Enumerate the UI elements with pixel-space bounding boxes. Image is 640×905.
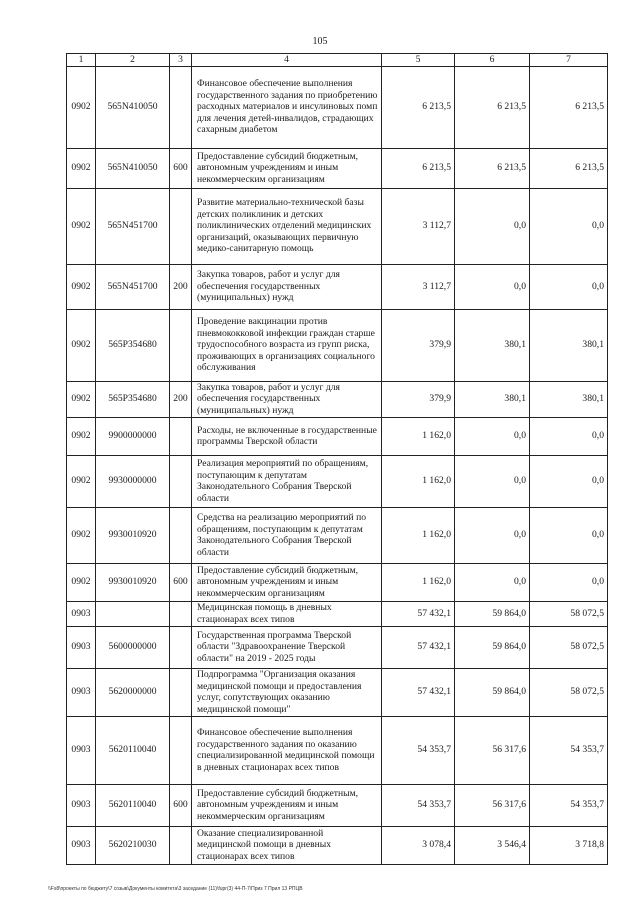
amount-col7: 6 213,5: [530, 148, 608, 188]
amount-col6: 0,0: [455, 507, 530, 563]
row-description: Развитие материально-технической базы детских поликлиник и детских поликлинических отделений медицинских организаций, оказывающих первичную медико-санитарную помощь: [192, 188, 382, 264]
table-row: [67, 417, 608, 455]
amount-col7: 58 072,5: [530, 601, 608, 626]
amount-col7: 0,0: [530, 507, 608, 563]
table-row: [67, 148, 608, 188]
amount-col7: 380,1: [530, 309, 608, 381]
section-code: 0902: [67, 417, 96, 455]
header-cell: 7: [530, 54, 608, 67]
table-row: [67, 455, 608, 507]
table-row: [67, 309, 608, 381]
header-cell: 3: [170, 54, 192, 67]
amount-col6: 0,0: [455, 264, 530, 309]
table-row: [67, 601, 608, 626]
row-description: Закупка товаров, работ и услуг для обеспечения государственных (муниципальных) нужд: [192, 264, 382, 309]
table-row: [67, 826, 608, 864]
amount-col6: 0,0: [455, 417, 530, 455]
amount-col6: 0,0: [455, 563, 530, 601]
section-code: 0902: [67, 148, 96, 188]
target-code: [96, 601, 170, 626]
amount-col5: 54 353,7: [382, 784, 455, 826]
target-code: 565N410050: [96, 148, 170, 188]
section-code: 0902: [67, 66, 96, 148]
amount-col7: 3 718,8: [530, 826, 608, 864]
expense-type: 200: [170, 381, 192, 417]
row-description: Реализация мероприятий по обращениям, поступающим к депутатам Законодательного Собрания Тверской области: [192, 455, 382, 507]
row-description: Средства на реализацию мероприятий по обращениям, поступающим к депутатам Законодательного Собрания Тверской области: [192, 507, 382, 563]
expense-type: 600: [170, 784, 192, 826]
expense-type: 600: [170, 563, 192, 601]
row-description: Медицинская помощь в дневных стационарах всех типов: [192, 601, 382, 626]
amount-col5: 379,9: [382, 381, 455, 417]
section-code: 0902: [67, 381, 96, 417]
amount-col7: 0,0: [530, 455, 608, 507]
table-row: [67, 381, 608, 417]
target-code: 9930000000: [96, 455, 170, 507]
amount-col5: 1 162,0: [382, 507, 455, 563]
section-code: 0903: [67, 626, 96, 668]
section-code: 0903: [67, 784, 96, 826]
row-description: Предоставление субсидий бюджетным, автономным учреждениям и иным некоммерческим организациям: [192, 148, 382, 188]
section-code: 0902: [67, 455, 96, 507]
amount-col5: 1 162,0: [382, 563, 455, 601]
amount-col7: 0,0: [530, 188, 608, 264]
row-description: Финансовое обеспечение выполнения государственного задания по приобретению расходных материалов и инсулиновых помп для лечения детей-инвалидов, страдающих сахарным диабетом: [192, 66, 382, 148]
target-code: 9930010920: [96, 507, 170, 563]
row-description: Подпрограмма "Организация оказания медицинской помощи и предоставления услуг, сопутствующих оказанию медицинской помощи": [192, 668, 382, 716]
amount-col6: 59 864,0: [455, 626, 530, 668]
target-code: 565N451700: [96, 188, 170, 264]
table-row: [67, 784, 608, 826]
table-row: [67, 264, 608, 309]
table-row: [67, 563, 608, 601]
target-code: 565P354680: [96, 381, 170, 417]
amount-col6: 6 213,5: [455, 148, 530, 188]
header-cell: 6: [455, 54, 530, 67]
expense-type: [170, 716, 192, 784]
header-cell: 1: [67, 54, 96, 67]
amount-col7: 58 072,5: [530, 668, 608, 716]
amount-col6: 0,0: [455, 455, 530, 507]
amount-col7: 6 213,5: [530, 66, 608, 148]
section-code: 0903: [67, 716, 96, 784]
section-code: 0903: [67, 826, 96, 864]
amount-col7: 58 072,5: [530, 626, 608, 668]
amount-col5: 6 213,5: [382, 66, 455, 148]
page-number: 105: [312, 36, 328, 47]
amount-col7: 0,0: [530, 563, 608, 601]
row-description: Предоставление субсидий бюджетным, автономным учреждениям и иным некоммерческим организациям: [192, 784, 382, 826]
section-code: 0902: [67, 309, 96, 381]
amount-col6: 56 317,6: [455, 716, 530, 784]
expense-type: [170, 417, 192, 455]
target-code: 565N451700: [96, 264, 170, 309]
amount-col7: 54 353,7: [530, 716, 608, 784]
amount-col6: 56 317,6: [455, 784, 530, 826]
amount-col5: 3 112,7: [382, 188, 455, 264]
row-description: Расходы, не включенные в государственные программы Тверской области: [192, 417, 382, 455]
target-code: 5620110040: [96, 716, 170, 784]
expense-type: [170, 309, 192, 381]
amount-col7: 0,0: [530, 264, 608, 309]
section-code: 0903: [67, 668, 96, 716]
amount-col5: 57 432,1: [382, 601, 455, 626]
target-code: 5620210030: [96, 826, 170, 864]
header-cell: 5: [382, 54, 455, 67]
amount-col6: 380,1: [455, 381, 530, 417]
target-code: 5600000000: [96, 626, 170, 668]
expense-type: [170, 507, 192, 563]
section-code: 0902: [67, 563, 96, 601]
expense-type: [170, 601, 192, 626]
expense-type: 200: [170, 264, 192, 309]
expense-type: [170, 826, 192, 864]
expense-type: [170, 188, 192, 264]
expense-type: 600: [170, 148, 192, 188]
table-row: [67, 668, 608, 716]
amount-col5: 57 432,1: [382, 626, 455, 668]
expense-type: [170, 668, 192, 716]
target-code: 565P354680: [96, 309, 170, 381]
amount-col5: 3 078,4: [382, 826, 455, 864]
header-row: [67, 54, 608, 67]
amount-col6: 59 864,0: [455, 601, 530, 626]
expense-type: [170, 626, 192, 668]
file-path-footer: \\Fs8\проекты по бюджету\7 созыв\Документы комитета\3 заседание (11)\fupr(3) 44-П-7\Приз 7 Прил 13 РПЦВ: [48, 886, 303, 892]
amount-col5: 6 213,5: [382, 148, 455, 188]
amount-col5: 379,9: [382, 309, 455, 381]
row-description: Государственная программа Тверской области "Здравоохранение Тверской области" на 2019 - 2025 годы: [192, 626, 382, 668]
amount-col7: 380,1: [530, 381, 608, 417]
table-row: [67, 507, 608, 563]
row-description: Предоставление субсидий бюджетным, автономным учреждениям и иным некоммерческим организациям: [192, 563, 382, 601]
section-code: 0902: [67, 507, 96, 563]
header-cell: 2: [96, 54, 170, 67]
section-code: 0903: [67, 601, 96, 626]
amount-col7: 54 353,7: [530, 784, 608, 826]
table-row: [67, 626, 608, 668]
target-code: 5620110040: [96, 784, 170, 826]
row-description: Финансовое обеспечение выполнения государственного задания по оказанию специализированной медицинской помощи в дневных стационарах всех типов: [192, 716, 382, 784]
header-cell: 4: [192, 54, 382, 67]
amount-col6: 59 864,0: [455, 668, 530, 716]
target-code: 9930010920: [96, 563, 170, 601]
amount-col5: 3 112,7: [382, 264, 455, 309]
amount-col7: 0,0: [530, 417, 608, 455]
target-code: 565N410050: [96, 66, 170, 148]
expense-type: [170, 66, 192, 148]
target-code: 9900000000: [96, 417, 170, 455]
table-row: [67, 66, 608, 148]
amount-col5: 1 162,0: [382, 455, 455, 507]
target-code: 5620000000: [96, 668, 170, 716]
row-description: Проведение вакцинации против пневмококковой инфекции граждан старше трудоспособного возраста из групп риска, проживающих в организациях социального обслуживания: [192, 309, 382, 381]
section-code: 0902: [67, 264, 96, 309]
amount-col6: 380,1: [455, 309, 530, 381]
row-description: Закупка товаров, работ и услуг для обеспечения государственных (муниципальных) нужд: [192, 381, 382, 417]
section-code: 0902: [67, 188, 96, 264]
amount-col5: 54 353,7: [382, 716, 455, 784]
budget-table: [66, 53, 608, 865]
amount-col6: 3 546,4: [455, 826, 530, 864]
amount-col6: 0,0: [455, 188, 530, 264]
row-description: Оказание специализированной медицинской помощи в дневных стационарах всех типов: [192, 826, 382, 864]
table-row: [67, 188, 608, 264]
amount-col6: 6 213,5: [455, 66, 530, 148]
amount-col5: 57 432,1: [382, 668, 455, 716]
amount-col5: 1 162,0: [382, 417, 455, 455]
expense-type: [170, 455, 192, 507]
table-row: [67, 716, 608, 784]
